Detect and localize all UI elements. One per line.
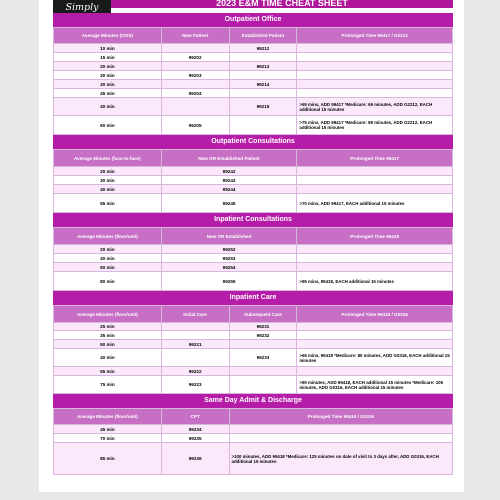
- section-table: [53, 305, 453, 394]
- table-cell: [297, 44, 453, 53]
- table-cell: 20 min: [54, 245, 162, 254]
- table-row: [54, 254, 453, 263]
- table-cell: 30 min: [54, 71, 162, 80]
- table-cell: [229, 367, 297, 376]
- column-header: New OR Established Patient: [161, 150, 297, 167]
- table-cell: [161, 80, 229, 89]
- section-header: Outpatient Consultations: [53, 135, 453, 149]
- table-cell: [297, 89, 453, 98]
- column-header: Established Patient: [229, 28, 297, 44]
- table-cell: 75 min: [54, 376, 162, 394]
- table-cell: 99204: [161, 89, 229, 98]
- table-cell: [297, 254, 453, 263]
- column-header: Average Minutes (floor/unit): [54, 228, 162, 245]
- column-header: CPT: [161, 409, 229, 425]
- table-row: [54, 80, 453, 89]
- column-header: New Patient: [161, 28, 229, 44]
- column-header: Prolonged Time 99418: [297, 228, 453, 245]
- table-cell: [297, 185, 453, 194]
- table-cell: [297, 340, 453, 349]
- table-cell: [161, 323, 229, 331]
- table-cell: 20 min: [54, 62, 162, 71]
- table-cell: 60 min: [54, 116, 162, 135]
- table-cell: [161, 98, 229, 116]
- table-cell: [161, 44, 229, 53]
- table-cell: 99235: [161, 434, 229, 443]
- table-cell: 35 min: [54, 331, 162, 340]
- table-cell: 15 min: [54, 53, 162, 62]
- table-cell: 99245: [161, 194, 297, 213]
- column-header: Average Minutes (floor/unit): [54, 409, 162, 425]
- table-cell: [297, 80, 453, 89]
- section-header: Same Day Admit & Discharge: [53, 394, 453, 408]
- table-cell: 80 min: [54, 272, 162, 291]
- table-cell: [297, 176, 453, 185]
- table-row: [54, 98, 453, 116]
- column-header: Subsequent Care: [229, 306, 297, 323]
- table-cell: [297, 367, 453, 376]
- table-row: [54, 323, 453, 331]
- table-cell: [161, 62, 229, 71]
- section-table: [53, 227, 453, 291]
- table-cell: 99213: [229, 62, 297, 71]
- table-cell: >75 mins, ADD 99417 *Medicare: 89 minutes, ADD G2212, EACH additional 15 minutes: [297, 116, 453, 135]
- table-cell: 99212: [229, 44, 297, 53]
- table-cell: [229, 340, 297, 349]
- table-cell: 40 min: [54, 254, 162, 263]
- table-row: [54, 185, 453, 194]
- table-cell: 99223: [161, 376, 229, 394]
- table-row: [54, 44, 453, 53]
- table-cell: 40 min: [54, 98, 162, 116]
- table-cell: 99214: [229, 80, 297, 89]
- table-cell: 20 min: [54, 167, 162, 176]
- column-header: Prolonged Time 99417 / G2212: [297, 28, 453, 44]
- table-cell: 45 min: [54, 89, 162, 98]
- section-table: [53, 408, 453, 475]
- section-table: [53, 149, 453, 213]
- table-row: [54, 167, 453, 176]
- table-cell: >55 mins, ADD 99417 *Medicare: 69 minutes, ADD G2212, EACH additional 15 minutes: [297, 98, 453, 116]
- table-cell: 99221: [161, 340, 229, 349]
- table-row: [54, 53, 453, 62]
- table-row: [54, 331, 453, 340]
- table-cell: 99231: [229, 323, 297, 331]
- table-cell: [229, 425, 452, 434]
- table-row: [54, 245, 453, 254]
- table-cell: [229, 53, 297, 62]
- table-cell: 99202: [161, 53, 229, 62]
- table-row: [54, 367, 453, 376]
- table-row: [54, 340, 453, 349]
- table-cell: 99234: [161, 425, 229, 434]
- table-cell: 99253: [161, 254, 297, 263]
- table-cell: 60 min: [54, 263, 162, 272]
- table-cell: [297, 331, 453, 340]
- table-cell: >90 minutes, ADD 99418, EACH additional 15 minutes *Medicare: 105 minutes, ADD G0316, EACH additional 15 minutes: [297, 376, 453, 394]
- table-cell: [229, 434, 452, 443]
- column-header: Prolonged Time 99418 / G0316: [229, 409, 452, 425]
- column-header: New OR Established: [161, 228, 297, 245]
- table-row: [54, 349, 453, 367]
- table-cell: [297, 323, 453, 331]
- table-cell: 99254: [161, 263, 297, 272]
- table-cell: 99252: [161, 245, 297, 254]
- table-cell: 40 min: [54, 185, 162, 194]
- table-cell: 99222: [161, 367, 229, 376]
- table-row: [54, 443, 453, 475]
- table-row: [54, 425, 453, 434]
- table-cell: [229, 376, 297, 394]
- table-cell: 99233: [229, 349, 297, 367]
- table-cell: 45 min: [54, 425, 162, 434]
- table-row: [54, 176, 453, 185]
- table-cell: >65 mins, 99418 *Medicare: 80 minutes, ADD G0316, EACH additional 15 minutes: [297, 349, 453, 367]
- table-row: [54, 263, 453, 272]
- page-title: 2023 E&M TIME CHEAT SHEET: [111, 0, 453, 8]
- table-cell: [229, 89, 297, 98]
- table-cell: 85 min: [54, 443, 162, 475]
- section-header: Inpatient Consultations: [53, 213, 453, 227]
- column-header: Prolonged Time 99418 / G0316: [297, 306, 453, 323]
- column-header: Average Minutes (floor/unit): [54, 306, 162, 323]
- table-cell: 99203: [161, 71, 229, 80]
- section-header: Outpatient Office: [53, 13, 453, 27]
- table-cell: 55 min: [54, 367, 162, 376]
- table-cell: >95 mins, 99418, EACH additional 15 minutes: [297, 272, 453, 291]
- table-cell: [161, 331, 229, 340]
- column-header: Initial Care: [161, 306, 229, 323]
- table-cell: 99215: [229, 98, 297, 116]
- column-header: Average Minutes (OOS): [54, 28, 162, 44]
- table-cell: 99232: [229, 331, 297, 340]
- table-row: [54, 62, 453, 71]
- table-cell: 25 min: [54, 323, 162, 331]
- table-cell: >70 mins, ADD 99417, EACH additional 15 minutes: [297, 194, 453, 213]
- table-cell: [297, 167, 453, 176]
- table-cell: 30 min: [54, 80, 162, 89]
- table-row: [54, 272, 453, 291]
- table-row: [54, 434, 453, 443]
- column-header: Prolonged Time 99417: [297, 150, 453, 167]
- table-cell: 99243: [161, 176, 297, 185]
- table-cell: 99242: [161, 167, 297, 176]
- table-cell: 30 min: [54, 176, 162, 185]
- sections-container: [53, 13, 453, 475]
- column-header: Average Minutes (face-to-face): [54, 150, 162, 167]
- table-row: [54, 376, 453, 394]
- table-cell: 99255: [161, 272, 297, 291]
- table-row: [54, 71, 453, 80]
- table-cell: 99244: [161, 185, 297, 194]
- logo-line-1: Simply: [65, 2, 99, 13]
- table-row: [54, 89, 453, 98]
- table-cell: 70 min: [54, 434, 162, 443]
- table-cell: 55 min: [54, 194, 162, 213]
- section-table: [53, 27, 453, 135]
- table-cell: [297, 62, 453, 71]
- table-cell: [297, 245, 453, 254]
- table-cell: 99205: [161, 116, 229, 135]
- table-cell: [161, 349, 229, 367]
- table-row: [54, 194, 453, 213]
- table-cell: [229, 116, 297, 135]
- table-cell: 50 min: [54, 340, 162, 349]
- table-cell: [297, 53, 453, 62]
- table-cell: 99236: [161, 443, 229, 475]
- table-cell: 10 min: [54, 44, 162, 53]
- table-row: [54, 116, 453, 135]
- table-cell: >100 minutes, ADD 99418 *Medicare: 125 minutes on date of visit to 3 days after, ADD G0316, EACH additional 15 minutes: [229, 443, 452, 475]
- table-cell: [297, 71, 453, 80]
- table-cell: 40 min: [54, 349, 162, 367]
- table-cell: [229, 71, 297, 80]
- section-header: Inpatient Care: [53, 291, 453, 305]
- table-cell: [297, 263, 453, 272]
